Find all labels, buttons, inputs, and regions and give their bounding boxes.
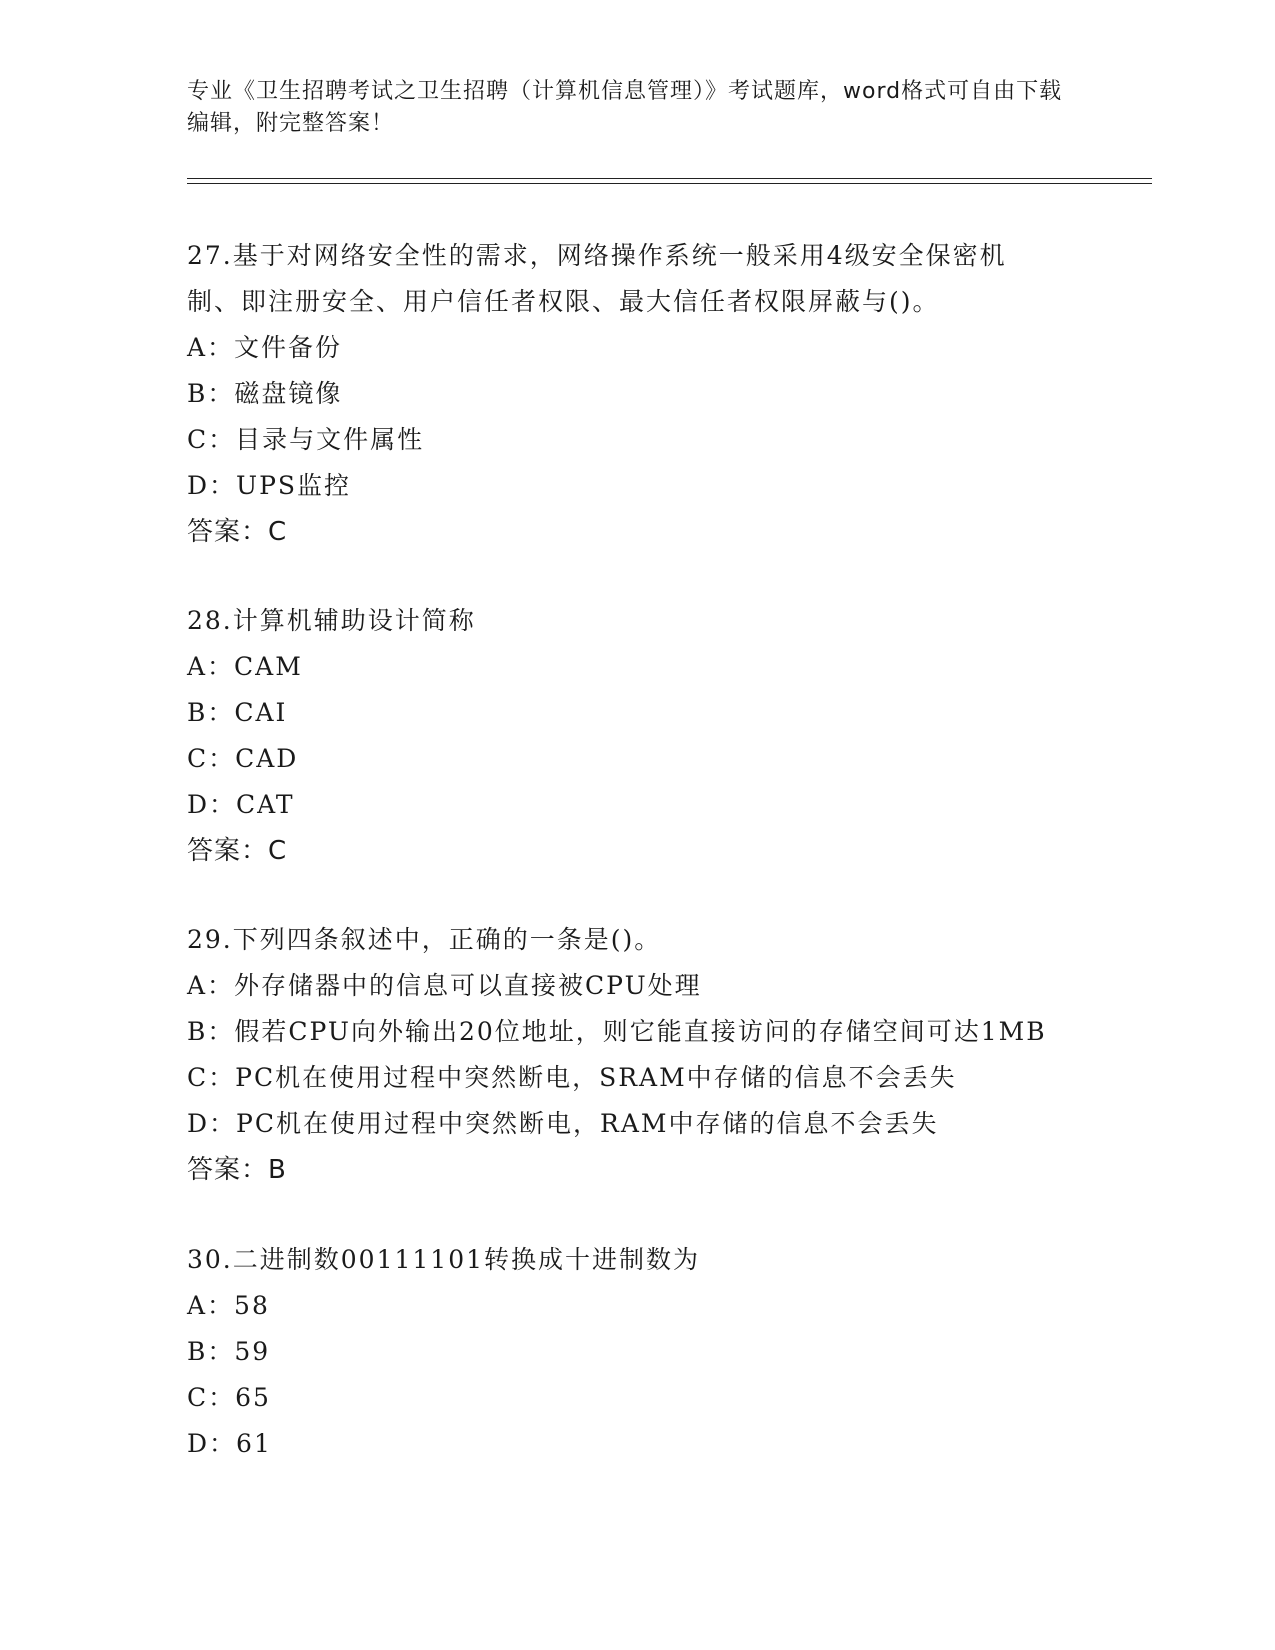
question-stem: 29.下列四条叙述中，正确的一条是()。	[187, 925, 662, 954]
option-a: A：58	[187, 1291, 270, 1320]
answer-key: 答案：C	[187, 836, 288, 866]
question-30	[187, 1237, 1087, 1467]
option-c: C：PC机在使用过程中突然断电，SRAM中存储的信息不会丢失	[187, 1063, 957, 1092]
option-b: B：磁盘镜像	[187, 379, 343, 408]
answer-key: 答案：C	[187, 517, 288, 547]
option-a: A：外存储器中的信息可以直接被CPU处理	[187, 971, 702, 1000]
question-28	[187, 598, 1087, 874]
option-c: C：65	[187, 1383, 271, 1412]
option-d: D：CAT	[187, 790, 295, 819]
option-c: C：CAD	[187, 744, 299, 773]
question-stem-continued: 制、即注册安全、用户信任者权限、最大信任者权限屏蔽与()。	[187, 287, 940, 316]
option-c: C：目录与文件属性	[187, 425, 425, 454]
option-b: B：CAI	[187, 698, 288, 727]
question-29	[187, 917, 1087, 1193]
question-stem: 28.计算机辅助设计简称	[187, 606, 476, 635]
option-b: B：59	[187, 1337, 271, 1366]
option-a: A：CAM	[187, 652, 303, 681]
option-d: D：61	[187, 1429, 272, 1458]
header-divider-bottom	[187, 183, 1152, 184]
option-d: D：PC机在使用过程中突然断电，RAM中存储的信息不会丢失	[187, 1109, 939, 1138]
question-27	[187, 233, 1087, 555]
answer-key: 答案：B	[187, 1155, 287, 1185]
question-stem: 27.基于对网络安全性的需求，网络操作系统一般采用4级安全保密机	[187, 241, 1007, 270]
option-a: A：文件备份	[187, 333, 343, 362]
option-b: B：假若CPU向外输出20位地址，则它能直接访问的存储空间可达1MB	[187, 1017, 1047, 1046]
header-divider-top	[187, 178, 1152, 179]
question-stem: 30.二进制数00111101转换成十进制数为	[187, 1245, 701, 1274]
document-header: 专业《卫生招聘考试之卫生招聘（计算机信息管理）》考试题库，word格式可自由下载编辑，附完整答案！	[187, 79, 1063, 136]
option-d: D：UPS监控	[187, 471, 352, 500]
